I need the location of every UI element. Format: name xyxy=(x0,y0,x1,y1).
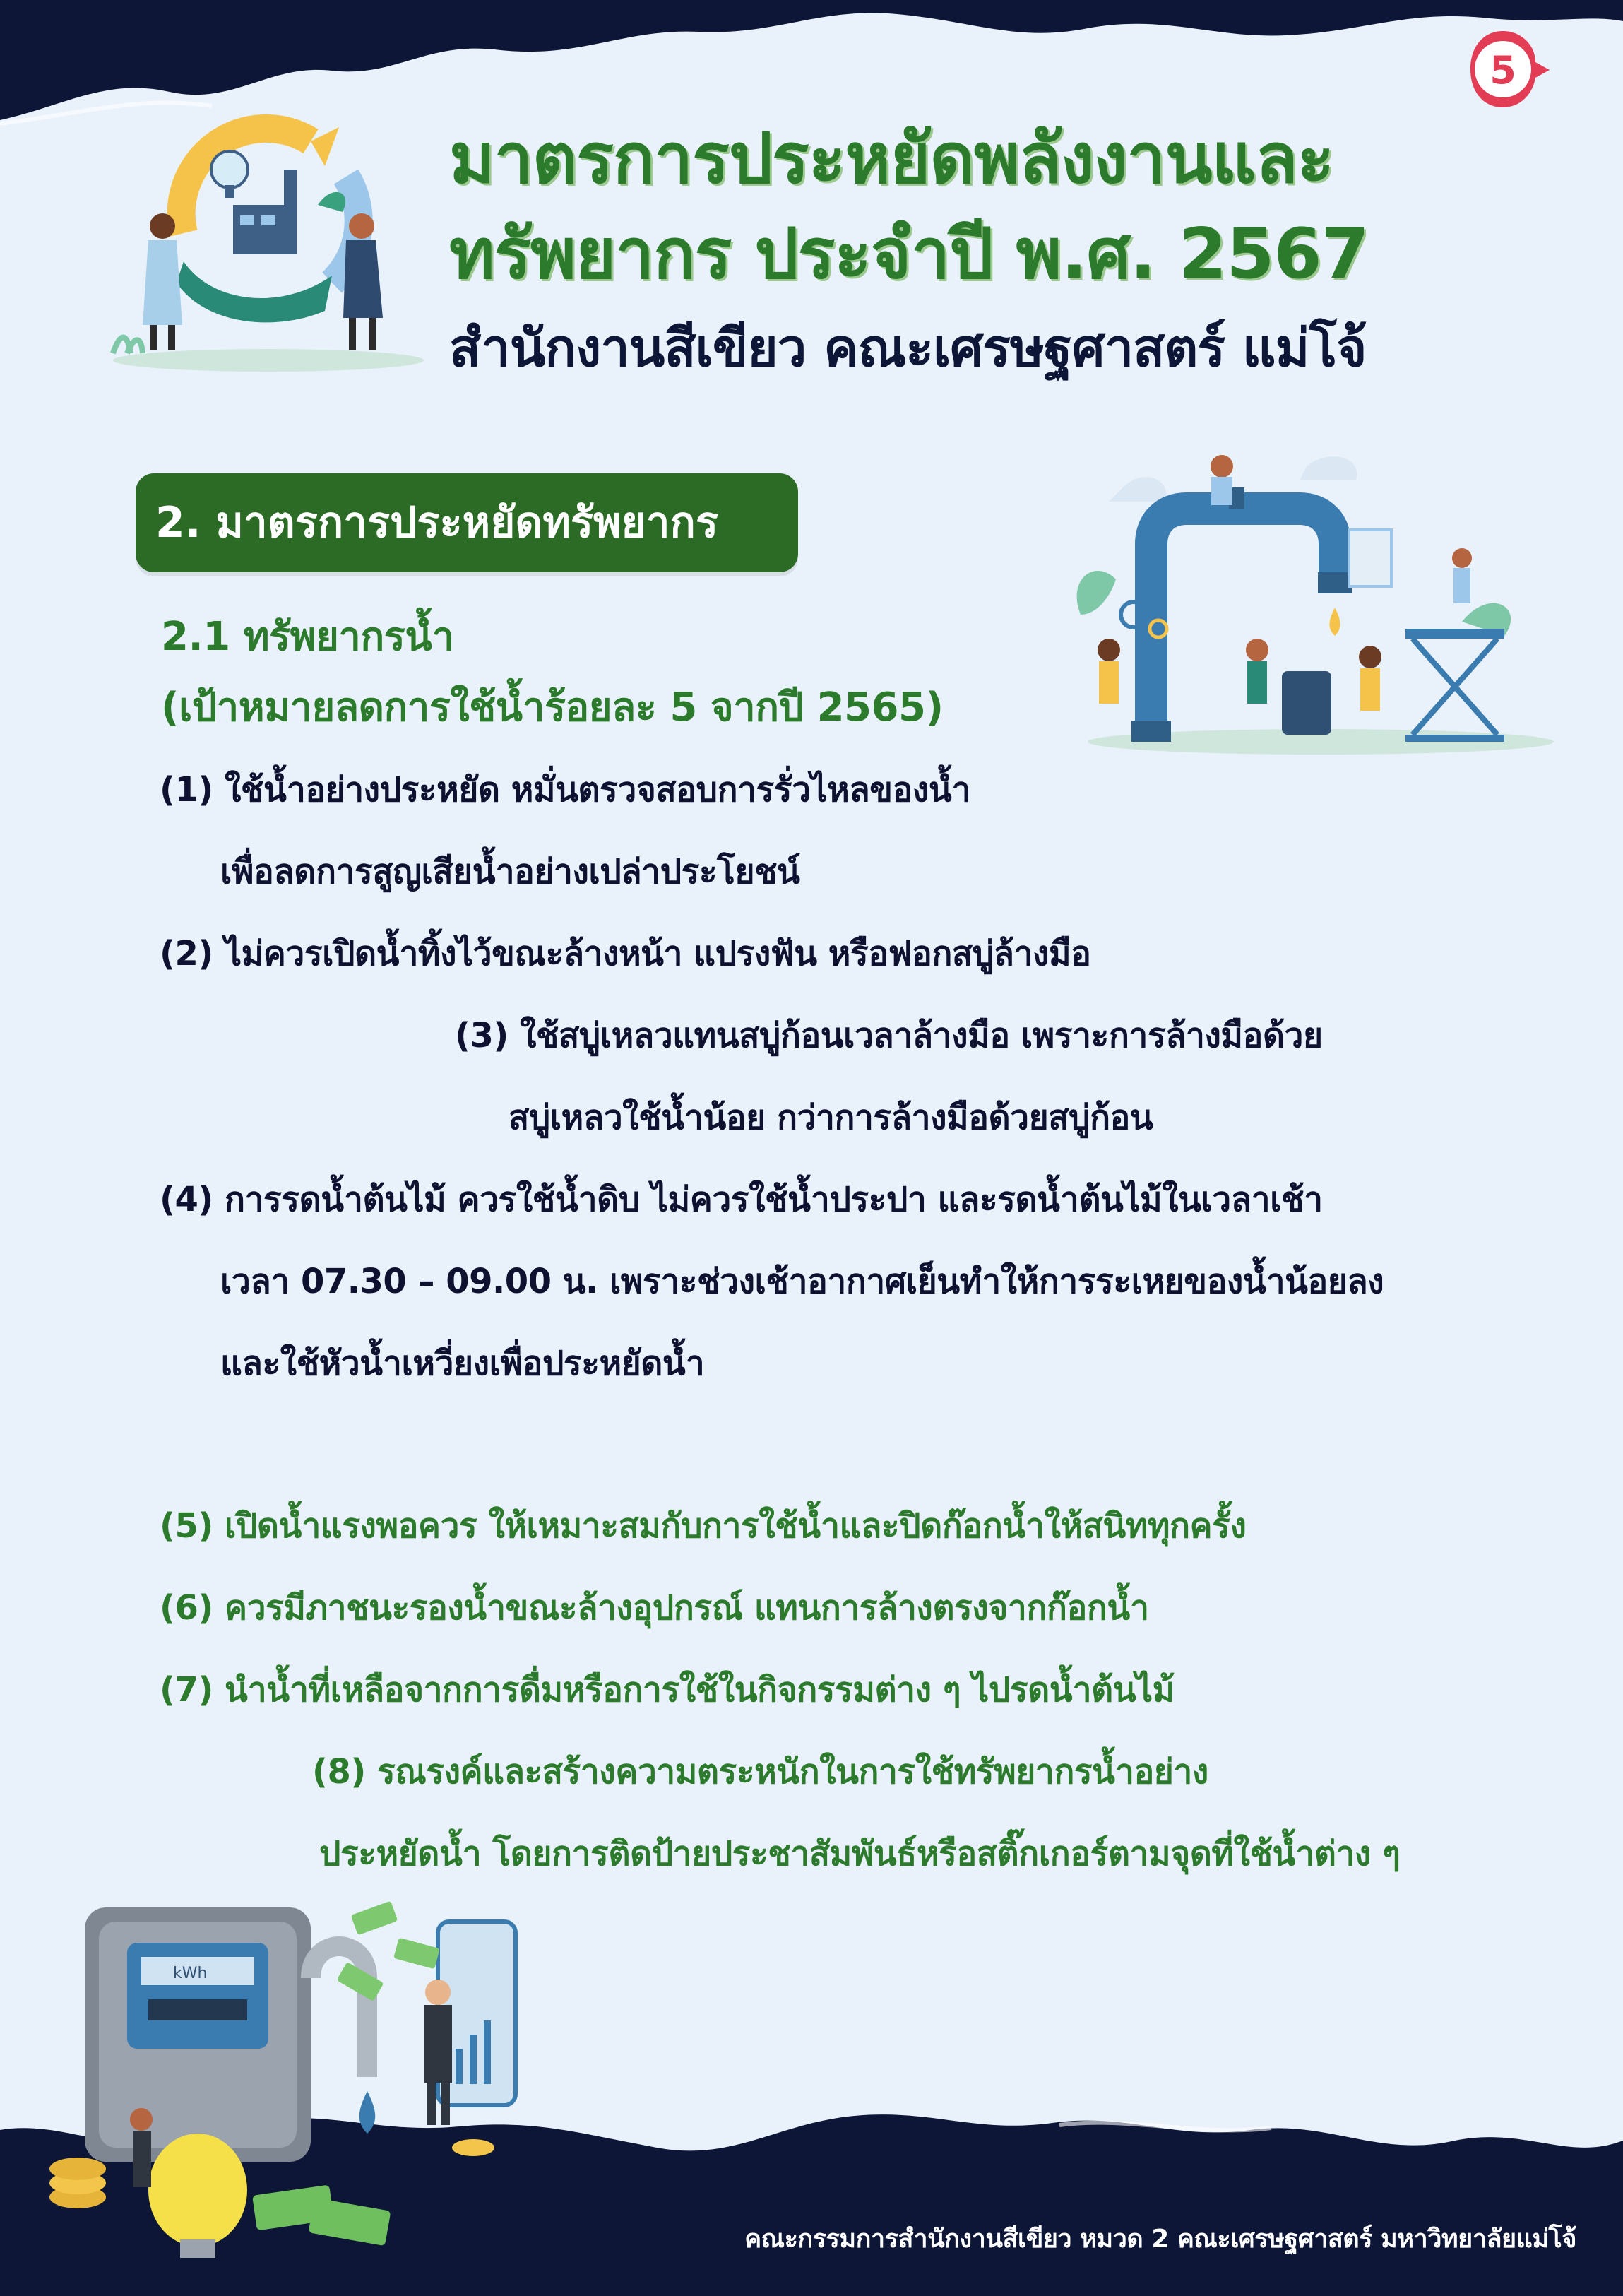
subtitle: สำนักงานสีเขียว คณะเศรษฐศาสตร์ แม่โจ้ xyxy=(449,318,1367,379)
page-number-badge xyxy=(1468,28,1551,112)
measure-1-line-1: (1) ใช้น้ำอย่างประหยัด หมั่นตรวจสอบการรั่วไหลของน้ำ xyxy=(160,770,971,810)
measure-4-line-3: และใช้หัวน้ำเหวี่ยงเพื่อประหยัดน้ำ xyxy=(220,1344,705,1383)
section-header xyxy=(136,473,798,572)
page-number: 5 xyxy=(1490,47,1516,93)
measure-5-line-1: (5) เปิดน้ำแรงพอควร ให้เหมาะสมกับการใช้น้ำและปิดก๊อกน้ำให้สนิททุกครั้ง xyxy=(160,1506,1247,1546)
title-line-2: ทรัพยากร ประจำปี พ.ศ. 2567 xyxy=(449,214,1369,295)
subsection-goal: (เป้าหมายลดการใช้น้ำร้อยละ 5 จากปี 2565) xyxy=(161,685,944,730)
water-pipe-workers-illustration xyxy=(1066,438,1561,763)
measure-4-line-1: (4) การรดน้ำต้นไม้ ควรใช้น้ำดิบ ไม่ควรใช้น้ำประปา และรดน้ำต้นไม้ในเวลาเช้า xyxy=(160,1180,1323,1219)
subsection-title: 2.1 ทรัพยากรน้ำ xyxy=(161,614,454,660)
measure-8-line-1: (8) รณรงค์และสร้างความตระหนักในการใช้ทรัพยากรน้ำอย่าง xyxy=(312,1752,1208,1792)
measure-3-line-1: (3) ใช้สบู่เหลวแทนสบู่ก้อนเวลาล้างมือ เพราะการล้างมือด้วย xyxy=(455,1016,1323,1055)
section-title: 2. มาตรการประหยัดทรัพยากร xyxy=(155,498,719,548)
footer-text: คณะกรรมการสำนักงานสีเขียว หมวด 2 คณะเศรษฐศาสตร์ มหาวิทยาลัยแม่โจ้ xyxy=(744,2225,1576,2254)
measure-1-line-2: เพื่อลดการสูญเสียน้ำอย่างเปล่าประโยชน์ xyxy=(220,852,800,892)
measure-7-line-1: (7) นำน้ำที่เหลือจากการดื่มหรือการใช้ในกิจกรรมต่าง ๆ ไปรดน้ำต้นไม้ xyxy=(160,1670,1175,1710)
measure-8-line-2: ประหยัดน้ำ โดยการติดป้ายประชาสัมพันธ์หรือสติ๊กเกอร์ตามจุดที่ใช้น้ำต่าง ๆ xyxy=(319,1834,1401,1874)
recycling-people-illustration xyxy=(99,99,431,381)
meter-unit-label: kWh xyxy=(173,1965,208,1982)
measure-2-line-1: (2) ไม่ควรเปิดน้ำทิ้งไว้ขณะล้างหน้า แปรงฟัน หรือฟอกสบู่ล้างมือ xyxy=(160,934,1091,974)
measure-3-line-2: สบู่เหลวใช้น้ำน้อย กว่าการล้างมือด้วยสบู่ก้อน xyxy=(509,1098,1153,1137)
title-line-1: มาตรการประหยัดพลังงานและ xyxy=(449,119,1334,199)
measure-6-line-1: (6) ควรมีภาชนะรองน้ำขณะล้างอุปกรณ์ แทนการล้างตรงจากก๊อกน้ำ xyxy=(160,1588,1149,1628)
measure-4-line-2: เวลา 07.30 – 09.00 น. เพราะช่วงเช้าอากาศเย็นทำให้การระเหยของน้ำน้อยลง xyxy=(220,1262,1384,1301)
energy-saving-money-illustration xyxy=(42,1893,579,2261)
